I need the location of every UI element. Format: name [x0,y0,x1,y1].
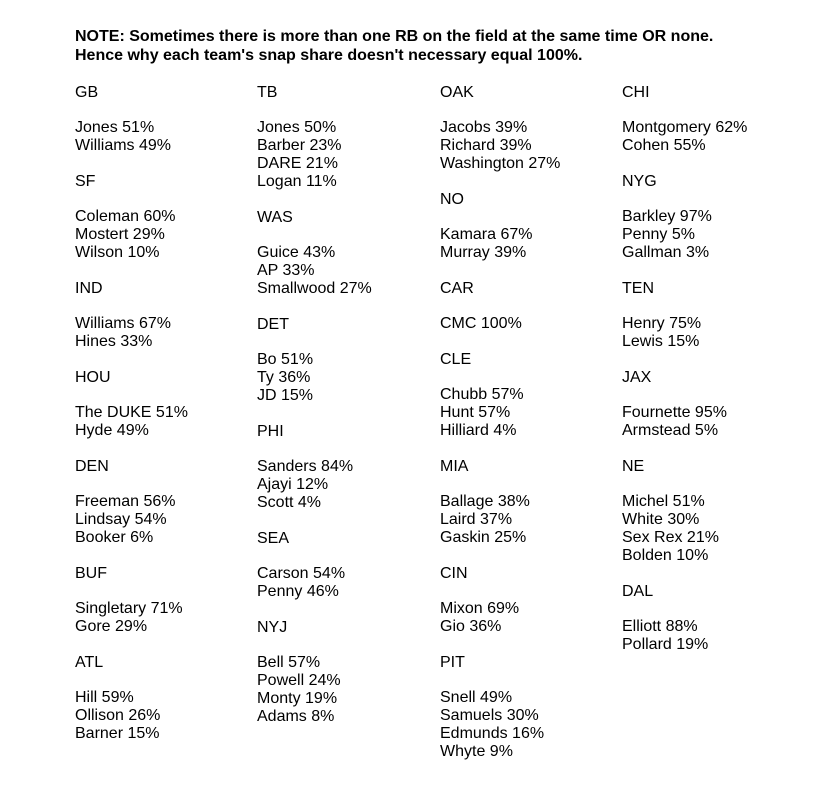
player-snap-share: Laird 37% [440,511,513,528]
player-snap-share: Jones 51% [75,119,155,136]
player-snap-share: Hilliard 4% [440,422,517,439]
player-snap-share: Gio 36% [440,618,502,635]
player-snap-share: Bo 51% [257,351,314,368]
player-snap-share: Barber 23% [257,137,342,154]
player-snap-share: Sanders 84% [257,458,354,475]
player-snap-share: Hyde 49% [75,422,149,439]
note-line-2: Hence why each team's snap share doesn't necessary equal 100%. [75,47,583,64]
column-2 [257,84,372,726]
player-snap-share: JD 15% [257,387,314,404]
player-snap-share: Williams 49% [75,137,172,154]
team-block [75,654,188,743]
player-snap-share: Bell 57% [257,654,321,671]
player-snap-share: Wilson 10% [75,244,160,261]
team-name: DET [257,316,289,333]
team-name: PHI [257,423,284,440]
player-snap-share: Elliott 88% [622,618,698,635]
player-snap-share: Bolden 10% [622,547,709,564]
note-heading [75,27,713,65]
player-snap-share: Henry 75% [622,315,702,332]
player-snap-share: DARE 21% [257,155,338,172]
player-snap-share: Murray 39% [440,244,527,261]
team-block [257,316,372,405]
player-snap-share: Coleman 60% [75,208,176,225]
player-snap-share: Ajayi 12% [257,476,329,493]
player-snap-share: Jacobs 39% [440,119,528,136]
team-block [257,619,372,726]
player-snap-share: Scott 4% [257,494,322,511]
column-3 [440,84,560,761]
team-name: NYG [622,173,657,190]
team-name: NE [622,458,645,475]
player-snap-share: Lewis 15% [622,333,700,350]
team-block [75,458,188,547]
player-snap-share: Gallman 3% [622,244,710,261]
player-snap-share: Hunt 57% [440,404,511,421]
team-name: ATL [75,654,104,671]
player-snap-share: Mostert 29% [75,226,165,243]
team-name: TB [257,84,278,101]
team-name: DEN [75,458,109,475]
player-snap-share: The DUKE 51% [75,404,188,421]
column-1 [75,84,188,743]
player-snap-share: Freeman 56% [75,493,176,510]
player-snap-share: Ty 36% [257,369,311,386]
column-4 [622,84,747,654]
player-snap-share: Barner 15% [75,725,160,742]
team-block [622,280,747,351]
player-snap-share: Chubb 57% [440,386,524,403]
team-block [622,369,747,440]
player-snap-share: Fournette 95% [622,404,727,421]
player-snap-share: Barkley 97% [622,208,712,225]
player-snap-share: Whyte 9% [440,743,513,760]
team-name: CIN [440,565,468,582]
player-snap-share: Monty 19% [257,690,338,707]
player-snap-share: CMC 100% [440,315,522,332]
player-snap-share: Edmunds 16% [440,725,545,742]
player-snap-share: Carson 54% [257,565,346,582]
team-name: MIA [440,458,469,475]
player-snap-share: Adams 8% [257,708,335,725]
team-name: CLE [440,351,472,368]
player-snap-share: Lindsay 54% [75,511,167,528]
team-name: CHI [622,84,650,101]
team-block [622,84,747,155]
player-snap-share: Washington 27% [440,155,561,172]
team-name: NO [440,191,464,208]
team-block [75,369,188,440]
team-block [257,530,372,601]
team-name: WAS [257,209,293,226]
team-block [622,173,747,262]
team-block [440,84,560,173]
player-snap-share: Mixon 69% [440,600,520,617]
note-line-1: NOTE: Sometimes there is more than one RB on the field at the same time OR none. [75,28,714,45]
player-snap-share: Booker 6% [75,529,154,546]
player-snap-share: Samuels 30% [440,707,539,724]
team-name: TEN [622,280,654,297]
team-block [75,565,188,636]
player-snap-share: Cohen 55% [622,137,706,154]
player-snap-share: Richard 39% [440,137,532,154]
team-block [440,351,560,440]
team-name: SEA [257,530,290,547]
team-name: GB [75,84,99,101]
team-block [257,423,372,512]
team-block [440,280,560,333]
team-block [257,209,372,298]
team-name: HOU [75,369,111,386]
player-snap-share: AP 33% [257,262,315,279]
team-block [440,654,560,761]
player-snap-share: Guice 43% [257,244,336,261]
player-snap-share: Penny 5% [622,226,695,243]
team-block [440,191,560,262]
player-snap-share: Hill 59% [75,689,134,706]
team-block [75,84,188,155]
team-name: BUF [75,565,107,582]
team-name: PIT [440,654,465,671]
team-block [257,84,372,191]
player-snap-share: Jones 50% [257,119,337,136]
player-snap-share: Hines 33% [75,333,153,350]
player-snap-share: Gore 29% [75,618,148,635]
player-snap-share: Logan 11% [257,173,337,190]
team-name: IND [75,280,103,297]
team-name: NYJ [257,619,288,636]
team-block [440,458,560,547]
player-snap-share: Pollard 19% [622,636,709,653]
team-block [75,280,188,351]
player-snap-share: Williams 67% [75,315,172,332]
team-name: SF [75,173,96,190]
team-block [622,458,747,565]
player-snap-share: Michel 51% [622,493,705,510]
player-snap-share: Ballage 38% [440,493,530,510]
team-block [622,583,747,654]
player-snap-share: Armstead 5% [622,422,719,439]
team-block [440,565,560,636]
player-snap-share: Kamara 67% [440,226,533,243]
player-snap-share: Sex Rex 21% [622,529,719,546]
player-snap-share: Penny 46% [257,583,339,600]
player-snap-share: White 30% [622,511,700,528]
team-block [75,173,188,262]
player-snap-share: Snell 49% [440,689,513,706]
player-snap-share: Powell 24% [257,672,341,689]
player-snap-share: Smallwood 27% [257,280,372,297]
player-snap-share: Montgomery 62% [622,119,748,136]
team-name: CAR [440,280,474,297]
player-snap-share: Ollison 26% [75,707,161,724]
team-name: JAX [622,369,652,386]
player-snap-share: Gaskin 25% [440,529,527,546]
team-name: DAL [622,583,654,600]
player-snap-share: Singletary 71% [75,600,183,617]
team-name: OAK [440,84,474,101]
